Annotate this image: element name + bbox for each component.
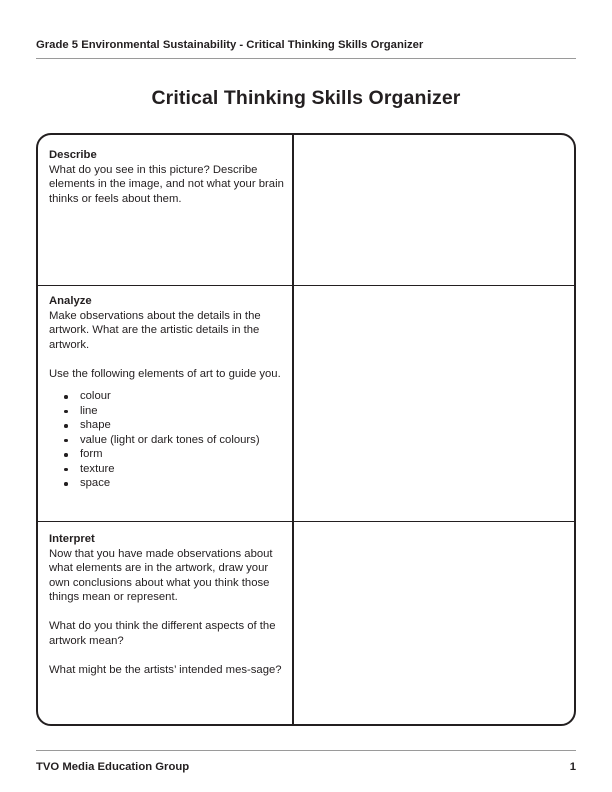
list-item: form <box>80 447 285 462</box>
describe-answer-area[interactable] <box>294 135 574 285</box>
interpret-text: Now that you have made observations about what elements are in the artwork, draw your own conclusions about what you think those things mean or represent. <box>49 547 273 603</box>
footer-organization: TVO Media Education Group <box>36 761 190 773</box>
interpret-question-intent: What might be the artists’ intended mes-sage? <box>49 663 282 676</box>
page-number: 1 <box>569 761 576 773</box>
header-title: Grade 5 Environmental Sustainability - Critical Thinking Skills Organizer <box>36 39 424 51</box>
analyze-text: Make observations about the details in the artwork. What are the artistic details in the artwork. <box>49 309 261 351</box>
footer-rule <box>36 750 576 751</box>
list-item: line <box>80 404 285 419</box>
interpret-heading: Interpret <box>49 533 95 545</box>
analyze-heading: Analyze <box>49 295 92 307</box>
analyze-guide-text: Use the following elements of art to guide you. <box>49 367 281 380</box>
analyze-prompt <box>49 294 285 491</box>
list-item: colour <box>80 389 285 404</box>
list-item: texture <box>80 462 285 477</box>
describe-prompt <box>49 148 285 206</box>
describe-heading: Describe <box>49 149 97 161</box>
organizer-table <box>36 133 576 726</box>
interpret-question-aspects: What do you think the different aspects of the artwork mean? <box>49 620 276 647</box>
header-rule <box>36 58 576 59</box>
describe-text: What do you see in this picture? Describe elements in the image, and not what your brain thinks or feels about them. <box>49 163 284 205</box>
list-item: value (light or dark tones of colours) <box>80 433 285 448</box>
analyze-answer-area[interactable] <box>294 286 574 521</box>
interpret-prompt <box>49 532 285 677</box>
list-item: space <box>80 476 285 491</box>
page-title: Critical Thinking Skills Organizer <box>151 87 461 109</box>
art-elements-list <box>49 389 285 491</box>
list-item: shape <box>80 418 285 433</box>
interpret-answer-area[interactable] <box>294 522 574 724</box>
